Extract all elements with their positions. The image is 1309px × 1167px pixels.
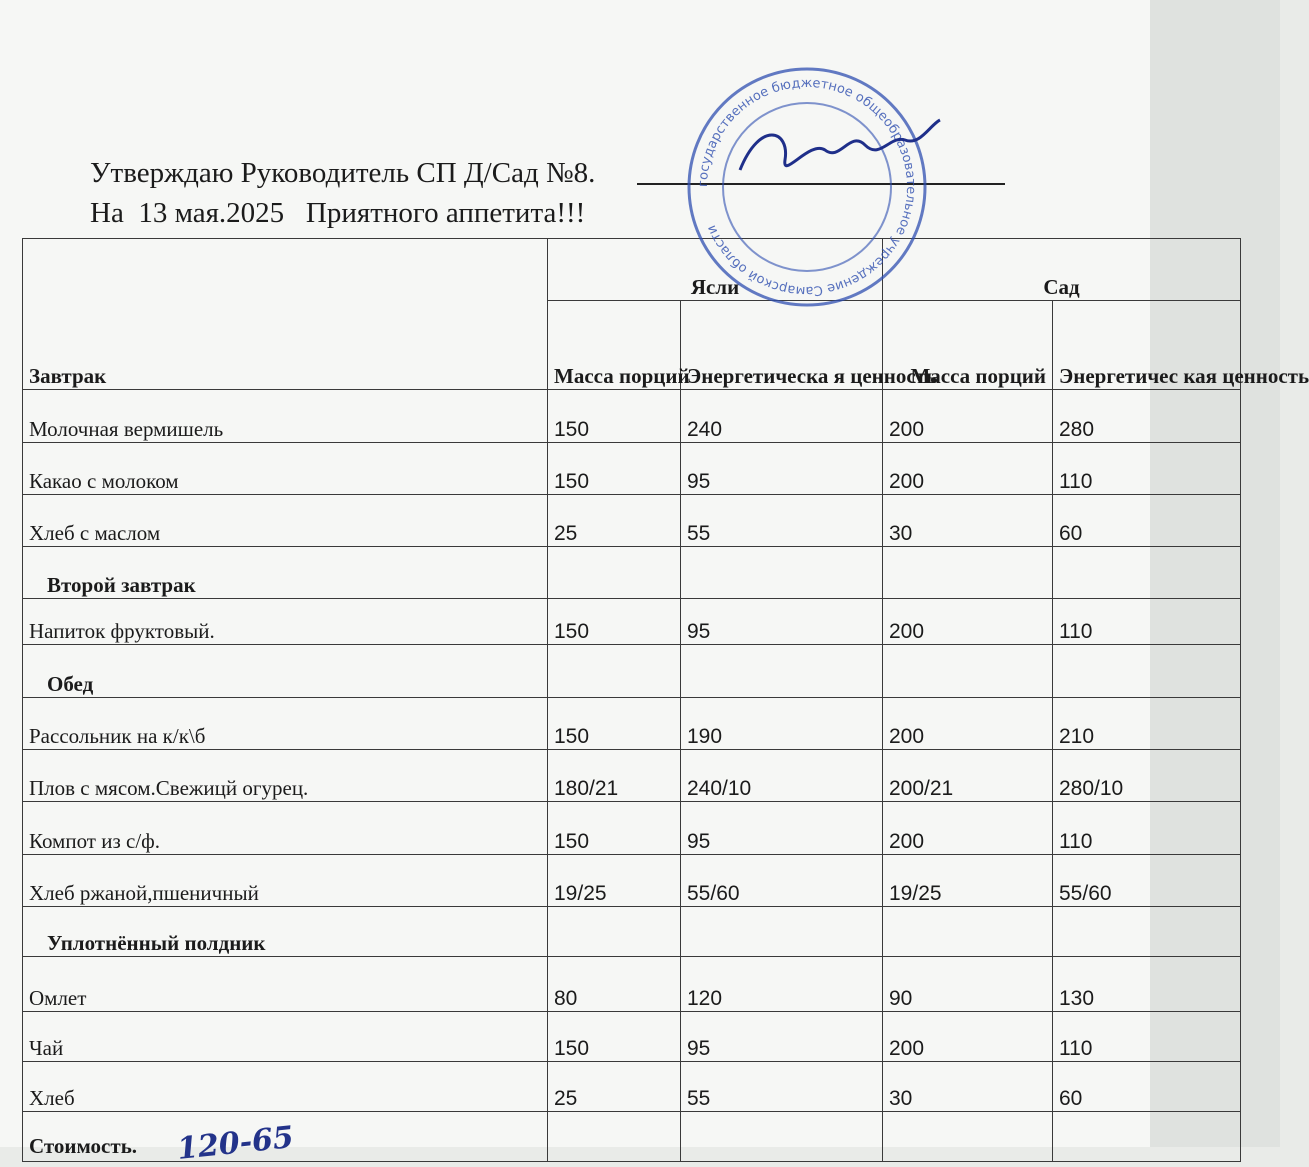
mass-nursery-cell: 150 — [548, 802, 681, 855]
energy-kindergarten-cell: 280 — [1053, 390, 1241, 443]
group-kindergarten: Сад — [883, 239, 1241, 301]
signature-line — [637, 183, 1005, 185]
dish-name: Омлет — [23, 957, 548, 1012]
mass-kindergarten-cell: 200/21 — [883, 750, 1053, 802]
meal-title: Завтрак — [23, 239, 548, 390]
empty-cell — [883, 1112, 1053, 1162]
empty-cell — [681, 1112, 883, 1162]
mass-nursery-cell: 19/25 — [548, 855, 681, 907]
mass-kindergarten-cell: 200 — [883, 698, 1053, 750]
price-value: 120-65 — [175, 1119, 296, 1167]
table-row — [23, 390, 1241, 443]
dish-name: Компот из с/ф. — [23, 802, 548, 855]
empty-cell — [1053, 547, 1241, 599]
energy-kindergarten-cell: 110 — [1053, 599, 1241, 645]
energy-nursery-cell: 240 — [681, 390, 883, 443]
empty-cell — [1053, 645, 1241, 698]
mass-kindergarten-cell: 200 — [883, 390, 1053, 443]
table-row — [23, 599, 1241, 645]
mass-kindergarten-cell: 90 — [883, 957, 1053, 1012]
empty-cell — [548, 547, 681, 599]
empty-cell — [548, 645, 681, 698]
energy-nursery-cell: 55 — [681, 1062, 883, 1112]
table-row — [23, 443, 1241, 495]
empty-cell — [883, 645, 1053, 698]
energy-kindergarten-cell: 60 — [1053, 495, 1241, 547]
section-title: Уплотнённый полдник — [23, 907, 548, 957]
energy-kindergarten-cell: 55/60 — [1053, 855, 1241, 907]
energy-kindergarten-cell: 130 — [1053, 957, 1241, 1012]
empty-cell — [548, 907, 681, 957]
mass-kindergarten-cell: 200 — [883, 1012, 1053, 1062]
group-nursery: Ясли — [548, 239, 883, 301]
dish-name: Хлеб — [23, 1062, 548, 1112]
col-energy-nursery: Энергетическа я ценность — [681, 301, 883, 390]
mass-nursery-cell: 150 — [548, 698, 681, 750]
dish-name: Хлеб ржаной,пшеничный — [23, 855, 548, 907]
dish-name: Хлеб с маслом — [23, 495, 548, 547]
mass-kindergarten-cell: 19/25 — [883, 855, 1053, 907]
energy-nursery-cell: 95 — [681, 802, 883, 855]
energy-nursery-cell: 240/10 — [681, 750, 883, 802]
mass-kindergarten-cell: 30 — [883, 495, 1053, 547]
table-row — [23, 855, 1241, 907]
stamp-text: государственное бюджетное общеобразовательное учреждение Самарской области — [695, 75, 919, 299]
empty-cell — [548, 1112, 681, 1162]
empty-cell — [883, 547, 1053, 599]
section-title: Второй завтрак — [23, 547, 548, 599]
mass-nursery-cell: 25 — [548, 1062, 681, 1112]
energy-kindergarten-cell: 110 — [1053, 1012, 1241, 1062]
section-row — [23, 645, 1241, 698]
price-cell — [23, 1112, 548, 1167]
energy-nursery-cell: 95 — [681, 1012, 883, 1062]
energy-nursery-cell: 55/60 — [681, 855, 883, 907]
empty-cell — [1053, 907, 1241, 957]
empty-cell — [681, 547, 883, 599]
menu-table — [22, 238, 1309, 1167]
dish-name: Рассольник на к/к\б — [23, 698, 548, 750]
energy-nursery-cell: 95 — [681, 443, 883, 495]
table-row — [23, 1062, 1241, 1112]
approval-line: Утверждаю Руководитель СП Д/Сад №8. — [90, 157, 596, 189]
mass-kindergarten-cell: 200 — [883, 443, 1053, 495]
mass-nursery-cell: 80 — [548, 957, 681, 1012]
price-label: Стоимость. — [29, 1134, 138, 1158]
table-header-row-1 — [23, 239, 1241, 301]
mass-nursery-cell: 180/21 — [548, 750, 681, 802]
mass-kindergarten-cell: 200 — [883, 802, 1053, 855]
energy-kindergarten-cell: 60 — [1053, 1062, 1241, 1112]
empty-cell — [1053, 1112, 1241, 1162]
energy-nursery-cell: 55 — [681, 495, 883, 547]
empty-cell — [883, 907, 1053, 957]
energy-nursery-cell: 120 — [681, 957, 883, 1012]
col-mass-kindergarten: Масса порций — [883, 301, 1053, 390]
mass-nursery-cell: 150 — [548, 1012, 681, 1062]
table-row — [23, 1012, 1241, 1062]
table-row — [23, 698, 1241, 750]
energy-kindergarten-cell: 280/10 — [1053, 750, 1241, 802]
table-row — [23, 957, 1241, 1012]
section-row — [23, 547, 1241, 599]
energy-kindergarten-cell: 110 — [1053, 802, 1241, 855]
energy-nursery-cell: 190 — [681, 698, 883, 750]
energy-nursery-cell: 95 — [681, 599, 883, 645]
empty-cell — [681, 645, 883, 698]
dish-name: Какао с молоком — [23, 443, 548, 495]
table-row — [23, 495, 1241, 547]
col-mass-nursery: Масса порций — [548, 301, 681, 390]
mass-nursery-cell: 25 — [548, 495, 681, 547]
energy-kindergarten-cell: 210 — [1053, 698, 1241, 750]
price-row — [23, 1112, 1241, 1162]
energy-kindergarten-cell: 110 — [1053, 443, 1241, 495]
mass-nursery-cell: 150 — [548, 390, 681, 443]
table-row — [23, 802, 1241, 855]
section-row — [23, 907, 1241, 957]
dish-name: Напиток фруктовый. — [23, 599, 548, 645]
mass-kindergarten-cell: 200 — [883, 599, 1053, 645]
col-energy-kindergarten: Энергетичес кая ценность — [1053, 301, 1241, 390]
dish-name: Чай — [23, 1012, 548, 1062]
dish-name: Молочная вермишель — [23, 390, 548, 443]
dish-name: Плов с мясом.Свежицй огурец. — [23, 750, 548, 802]
table-row — [23, 750, 1241, 802]
mass-nursery-cell: 150 — [548, 443, 681, 495]
empty-cell — [681, 907, 883, 957]
mass-nursery-cell: 150 — [548, 599, 681, 645]
section-title: Обед — [23, 645, 548, 698]
mass-kindergarten-cell: 30 — [883, 1062, 1053, 1112]
date-line: На 13 мая.2025 Приятного аппетита!!! — [90, 197, 586, 229]
